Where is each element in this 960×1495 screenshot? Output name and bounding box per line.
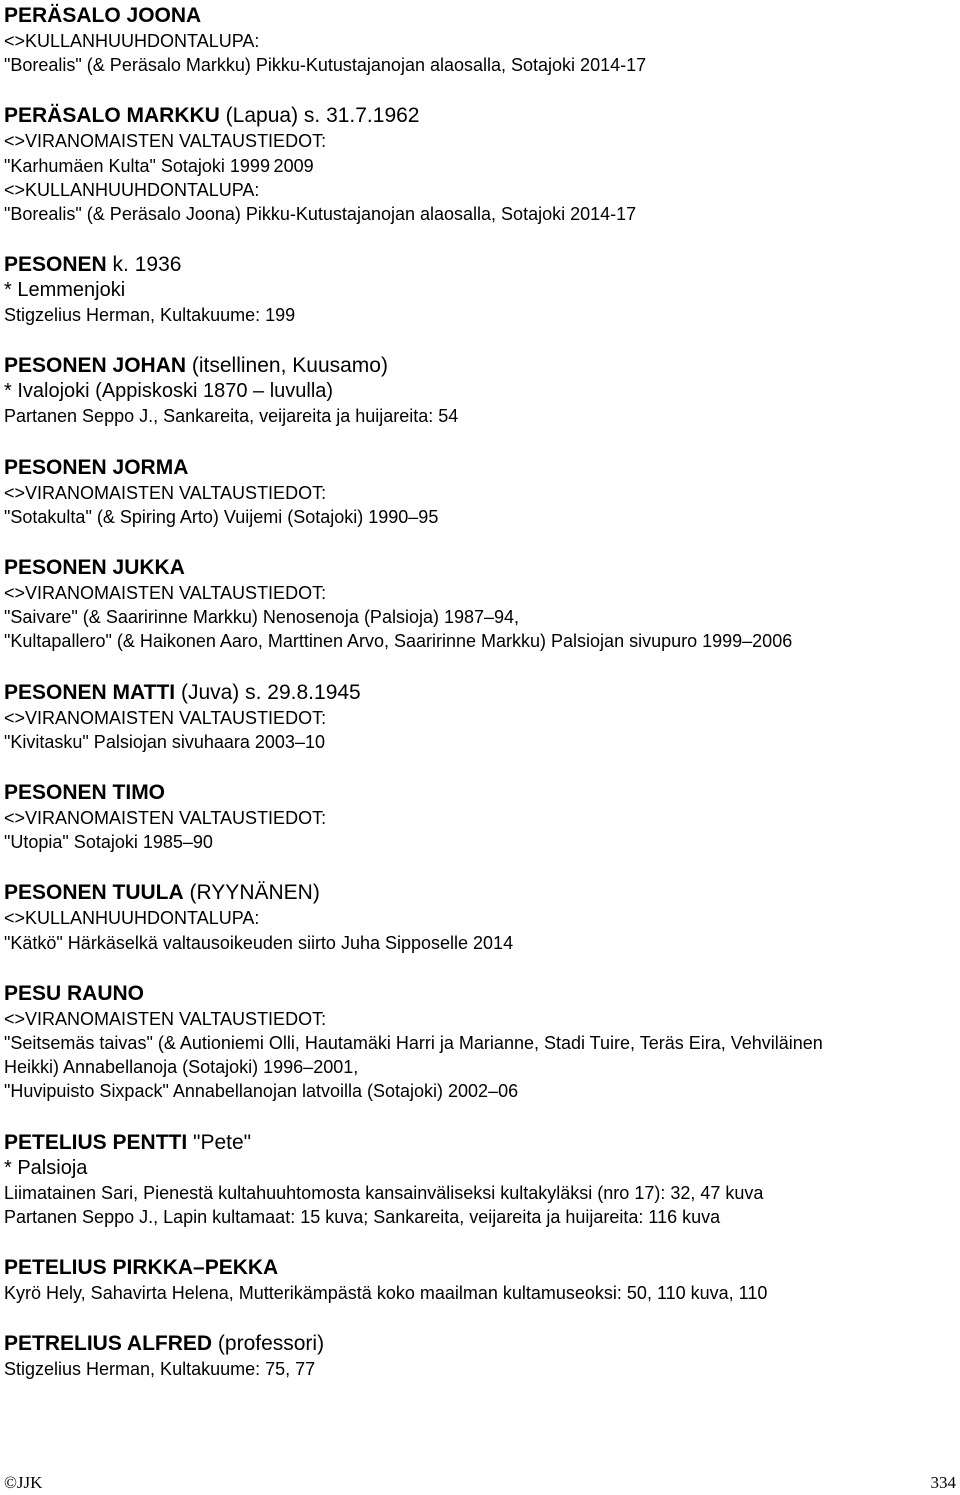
entry-spacer (4, 754, 956, 779)
entry-heading (4, 352, 956, 379)
entry-line: <>VIRANOMAISTEN VALTAUSTIEDOT: (4, 131, 327, 152)
entry-location: * Palsioja (4, 1156, 88, 1179)
entry-name: PESONEN TIMO (4, 781, 166, 805)
entry-name-details: (Juva) s. 29.8.1945 (175, 680, 361, 704)
entry-heading (4, 1330, 956, 1357)
footer-copyright: ©JJK (4, 1473, 43, 1492)
entry-spacer (4, 1104, 956, 1129)
entry (4, 2, 956, 77)
entry-line: "Kätkö" Härkäselkä valtausoikeuden siirto Juha Sipposelle 2014 (4, 932, 514, 953)
entry-heading (4, 679, 956, 706)
entry (4, 554, 956, 654)
entry (4, 352, 956, 428)
entry (4, 879, 956, 954)
entry-name: PESONEN JOHAN (4, 354, 187, 378)
entry-name: PESONEN JUKKA (4, 556, 185, 580)
entry-heading (4, 251, 956, 278)
entry-line: "Huvipuisto Sixpack" Annabellanojan latvoilla (Sotajoki) 2002–06 (4, 1081, 519, 1102)
entry-line: "Seitsemäs taivas" (& Autioniemi Olli, Hautamäki Harri ja Marianne, Stadi Tuire, Teräs Eira, Vehviläinen (4, 1033, 823, 1054)
entry-spacer (4, 654, 956, 679)
entry-heading (4, 1254, 956, 1281)
entry (4, 779, 956, 854)
entry (4, 679, 956, 754)
entry-line: "Kultapallero" (& Haikonen Aaro, Marttinen Arvo, Saaririnne Markku) Palsiojan sivupuro 1999–2006 (4, 631, 793, 652)
entry-spacer (4, 226, 956, 251)
entry-line: Kyrö Hely, Sahavirta Helena, Mutterikämpästä koko maailman kultamuseoksi: 50, 110 kuva, 110 (4, 1283, 768, 1304)
entry-name: PESONEN TUULA (4, 881, 184, 905)
entry-heading (4, 454, 956, 481)
entry-name: PESONEN MATTI (4, 680, 176, 704)
entry-line: <>VIRANOMAISTEN VALTAUSTIEDOT: (4, 707, 327, 728)
page-footer (4, 1473, 956, 1493)
entry-line: "Kivitasku" Palsiojan sivuhaara 2003–10 (4, 731, 325, 752)
entry (4, 1129, 956, 1229)
entry-location: * Ivalojoki (Appiskoski 1870 – luvulla) (4, 380, 334, 403)
entry-heading (4, 1129, 956, 1156)
entry-line: Liimatainen Sari, Pienestä kultahuuhtomosta kansainväliseksi kultakyläksi (nro 17): 32, 47 kuva (4, 1182, 764, 1203)
entry-name: PETRELIUS ALFRED (4, 1332, 213, 1356)
entry-line: <>KULLANHUUHDONTALUPA: (4, 31, 260, 51)
entry-name: PESU RAUNO (4, 981, 145, 1005)
entry-line: <>VIRANOMAISTEN VALTAUSTIEDOT: (4, 482, 327, 503)
entry-line: Partanen Seppo J., Lapin kultamaat: 15 kuva; Sankareita, veijareita ja huijareita: 116 kuva (4, 1206, 721, 1227)
entry-line: "Utopia" Sotajoki 1985–90 (4, 832, 213, 853)
entry-spacer (4, 77, 956, 102)
entry-heading (4, 2, 956, 29)
page-number: 334 (930, 1473, 956, 1492)
entry-spacer (4, 529, 956, 554)
entry-line: "Borealis" (& Peräsalo Markku) Pikku-Kutustajanojan alaosalla, Sotajoki 2014-17 (4, 55, 647, 76)
entry (4, 1330, 956, 1381)
entry-spacer (4, 1229, 956, 1254)
entry-name: PERÄSALO JOONA (4, 4, 202, 27)
entry-line: Stigzelius Herman, Kultakuume: 199 (4, 305, 296, 326)
entry (4, 454, 956, 529)
entry-heading (4, 779, 956, 806)
entry-spacer (4, 1305, 956, 1330)
entry-line: "Karhumäen Kulta" Sotajoki 1999 2009 (4, 155, 314, 176)
entry-spacer (4, 429, 956, 454)
entry-line: "Borealis" (& Peräsalo Joona) Pikku-Kutustajanojan alaosalla, Sotajoki 2014-17 (4, 204, 637, 225)
entry-line: <>KULLANHUUHDONTALUPA: (4, 179, 260, 200)
entry-heading (4, 980, 956, 1007)
entry-line: Partanen Seppo J., Sankareita, veijareita ja huijareita: 54 (4, 406, 459, 427)
entry-name-details: (itsellinen, Kuusamo) (186, 354, 388, 378)
entry (4, 980, 956, 1104)
entry-line: <>VIRANOMAISTEN VALTAUSTIEDOT: (4, 583, 327, 604)
entry-heading (4, 554, 956, 581)
entry-spacer (4, 327, 956, 352)
entry (4, 251, 956, 327)
entry-line: Heikki) Annabellanoja (Sotajoki) 1996–2001, (4, 1057, 359, 1078)
entry-name: PESONEN (4, 253, 107, 277)
entry-name: PERÄSALO MARKKU (4, 104, 220, 128)
entry-name: PETELIUS PIRKKA–PEKKA (4, 1256, 279, 1280)
entry-name-details: k. 1936 (106, 253, 182, 277)
entry-spacer (4, 854, 956, 879)
entry-name: PETELIUS PENTTI (4, 1130, 188, 1154)
entry-name-details: "Pete" (187, 1130, 252, 1154)
entry-line: "Sotakulta" (& Spiring Arto) Vuijemi (Sotajoki) 1990–95 (4, 506, 439, 527)
entry (4, 102, 956, 226)
entry-heading (4, 102, 956, 129)
document-body (4, 2, 956, 1381)
entry-name: PESONEN JORMA (4, 455, 189, 479)
entry-line: "Saivare" (& Saaririnne Markku) Nenosenoja (Palsioja) 1987–94, (4, 607, 520, 628)
entry-spacer (4, 955, 956, 980)
entry-line: <>VIRANOMAISTEN VALTAUSTIEDOT: (4, 1008, 327, 1029)
entry-name-details: (Lapua) s. 31.7.1962 (219, 104, 420, 128)
entry-line: <>VIRANOMAISTEN VALTAUSTIEDOT: (4, 808, 327, 829)
entry-name-details: (RYYNÄNEN) (183, 881, 320, 905)
entry-line: Stigzelius Herman, Kultakuume: 75, 77 (4, 1359, 316, 1380)
entry-line: <>KULLANHUUHDONTALUPA: (4, 908, 260, 929)
entry-name-details: (professori) (212, 1332, 325, 1356)
entry-heading (4, 879, 956, 906)
entry-location: * Lemmenjoki (4, 279, 126, 302)
entry (4, 1254, 956, 1305)
